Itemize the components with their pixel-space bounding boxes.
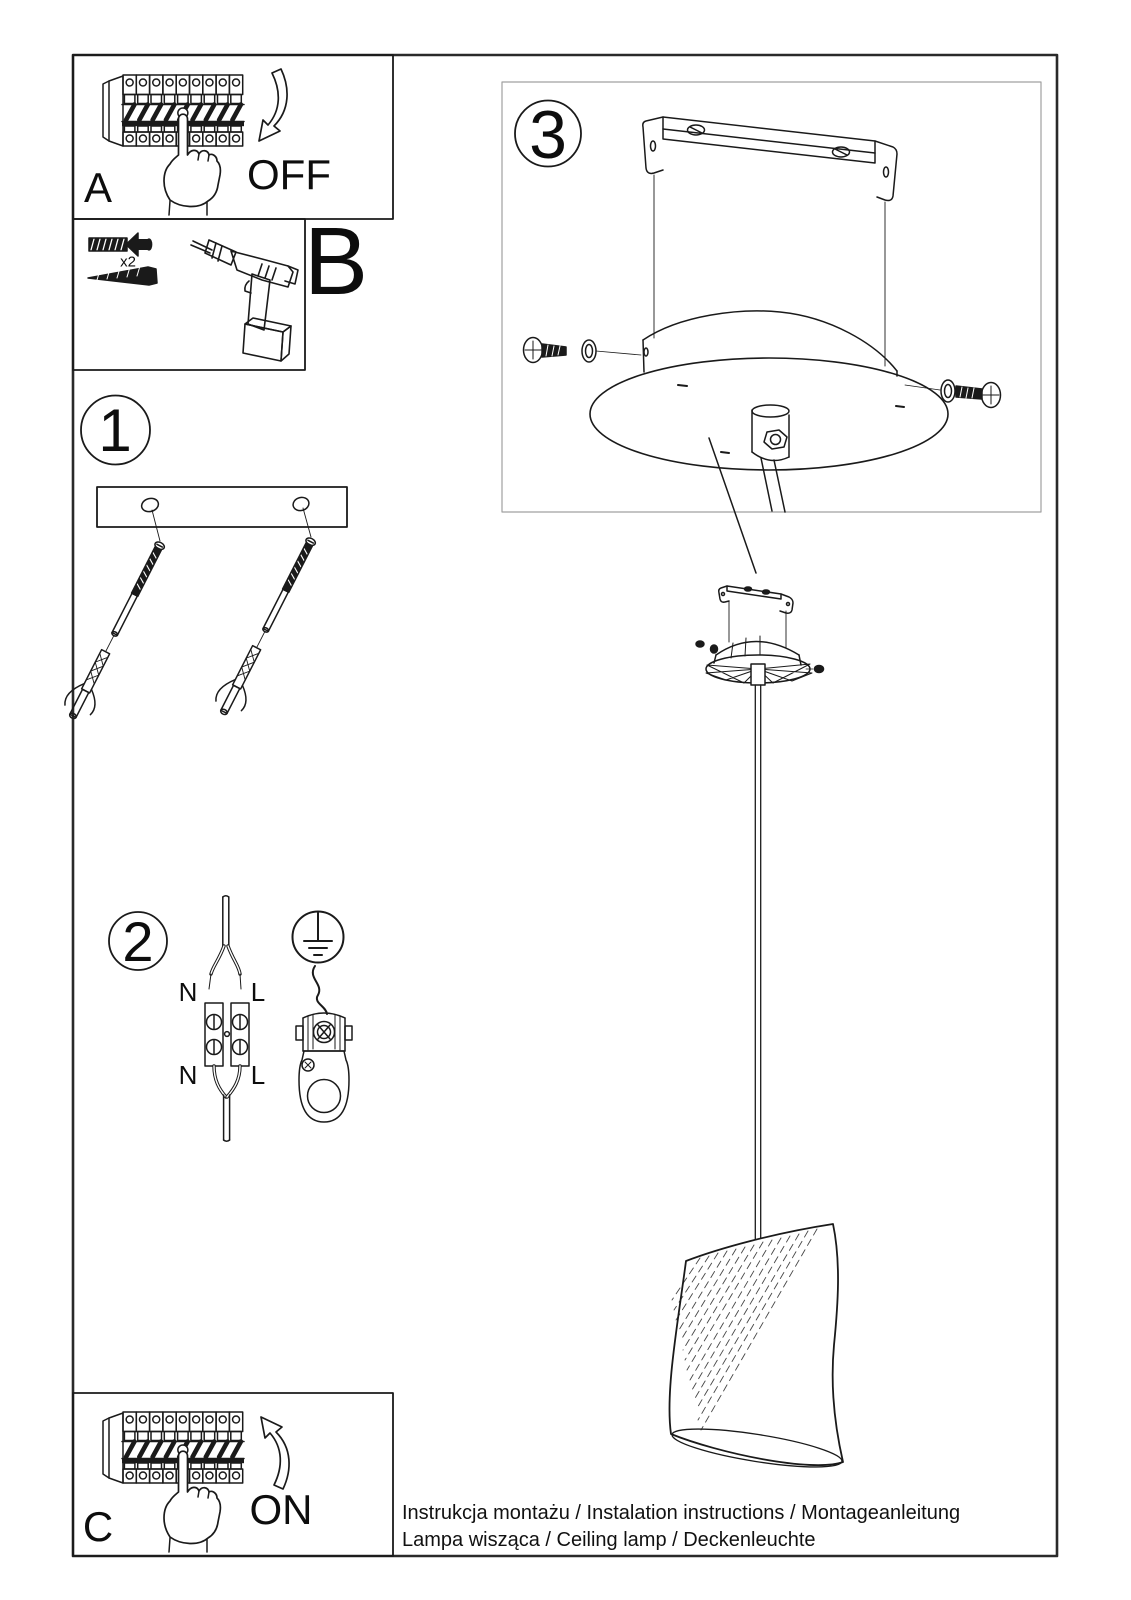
footer-line-2: Lampa wisząca / Ceiling lamp / Deckenleuchte: [402, 1529, 816, 1551]
arrow-down-icon: [259, 69, 287, 141]
terminal-label-l-top: L: [250, 977, 266, 1007]
mounting-bar-icon: [97, 487, 347, 541]
mains-cable-icon: [209, 896, 241, 989]
cord-grip-icon: [752, 405, 789, 512]
pendant-rod-icon: [755, 685, 760, 1240]
terminal-label-l-bottom: L: [250, 1060, 266, 1090]
page-frame: [73, 55, 1057, 1556]
ground-clamp-icon: [296, 1013, 352, 1122]
panel-b-label: B: [303, 208, 369, 315]
step2-number: 2: [122, 910, 154, 973]
arrow-up-icon: [261, 1417, 289, 1489]
lamp-canopy-icon: [696, 636, 824, 685]
terminal-label-n-bottom: N: [178, 1060, 198, 1090]
ceiling-bracket-icon: [643, 117, 897, 366]
lampshade-icon: [669, 1224, 844, 1475]
drill-icon: [191, 240, 298, 361]
panel-a-label: A: [83, 164, 113, 211]
wall-anchor-icon: [59, 536, 175, 725]
panel-a-action-off: OFF: [247, 151, 331, 198]
terminal-label-n-top: N: [178, 977, 198, 1007]
earth-symbol-icon: [293, 912, 344, 963]
earth-wire-icon: [313, 966, 327, 1014]
wall-anchor-icon: [210, 532, 326, 721]
footer-line-1: Instrukcja montażu / Instalation instructions / Montageanleitung: [402, 1502, 961, 1524]
canopy-screw-left-icon: [524, 338, 642, 363]
box-step3: [502, 82, 1041, 512]
step3-number: 3: [529, 97, 567, 173]
footer-titles: [402, 1500, 960, 1554]
panel-c-label: C: [82, 1503, 114, 1550]
terminal-block-icon: [205, 1003, 249, 1066]
lamp-cable-icon: [214, 1066, 240, 1141]
anchors-count-label: x2: [120, 253, 136, 271]
lamp-bracket-icon: [719, 586, 793, 648]
step1-number: 1: [98, 397, 132, 464]
panel-c-action-on: ON: [249, 1486, 313, 1533]
leader-line: [709, 438, 756, 573]
